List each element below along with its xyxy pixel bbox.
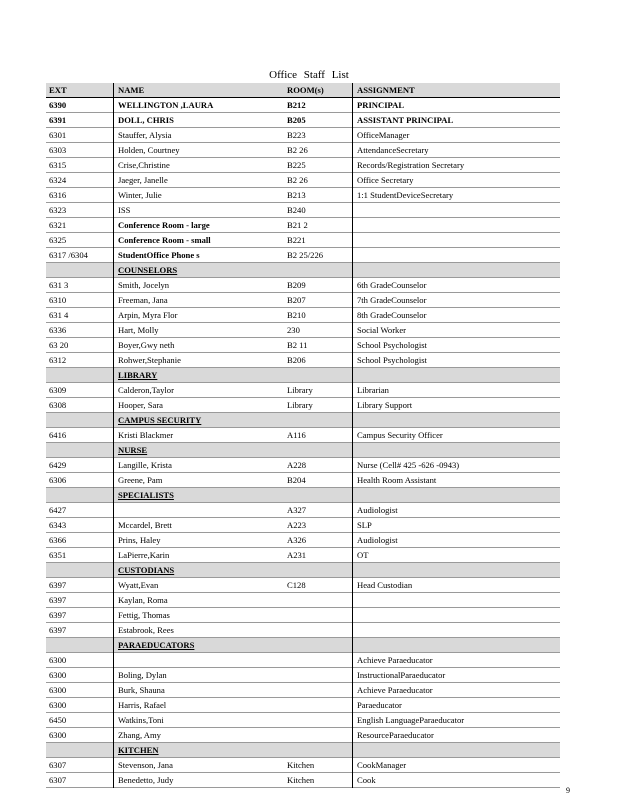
section-label-cell: [114, 368, 284, 383]
assignment-cell: Head Custodian: [357, 579, 413, 590]
section-header-row: [46, 443, 560, 458]
table-row: [46, 473, 560, 488]
assignment-cell: Audiologist: [357, 504, 398, 515]
section-room-cell: [283, 413, 353, 428]
section-header-row: [46, 368, 560, 383]
table-row: [46, 203, 560, 218]
room-cell: B223: [283, 128, 353, 143]
ext-cell: 6397: [46, 623, 114, 638]
name-cell: Freeman, Jana: [118, 294, 168, 305]
name-cell: Watkins,Toni: [118, 714, 164, 725]
table-row: [46, 503, 560, 518]
section-label: SPECIALISTS: [118, 489, 174, 500]
section-label-cell: [114, 638, 284, 653]
table-body: [46, 98, 560, 788]
ext-cell: 6323: [46, 203, 114, 218]
section-label-cell: [114, 563, 284, 578]
section-header-row: [46, 413, 560, 428]
ext-cell: 6300: [46, 668, 114, 683]
ext-cell: 6450: [46, 713, 114, 728]
room-cell: B210: [283, 308, 353, 323]
table-row: [46, 668, 560, 683]
table-row: [46, 653, 560, 668]
room-cell: B2 25/226: [283, 248, 353, 263]
assignment-cell: AttendanceSecretary: [357, 144, 429, 155]
name-cell: Prins, Haley: [118, 534, 161, 545]
room-cell: [283, 728, 353, 743]
table-row: [46, 548, 560, 563]
section-label: KITCHEN: [118, 744, 159, 755]
table-row: [46, 233, 560, 248]
section-ext-cell: [46, 413, 114, 428]
name-cell: Fettig, Thomas: [118, 609, 170, 620]
name-cell: Conference Room - large: [118, 219, 210, 230]
assignment-cell: [353, 248, 561, 263]
section-label-cell: [114, 488, 284, 503]
table-row: [46, 308, 560, 323]
ext-cell: 6309: [46, 383, 114, 398]
ext-cell: 6307: [46, 758, 114, 773]
section-assignment-cell: [353, 263, 561, 278]
ext-cell: 6300: [46, 698, 114, 713]
assignment-cell: Records/Registration Secretary: [357, 159, 465, 170]
room-cell: [283, 668, 353, 683]
assignment-cell: [353, 623, 561, 638]
section-header-row: [46, 743, 560, 758]
ext-cell: 6303: [46, 143, 114, 158]
table-row: [46, 278, 560, 293]
table-row: [46, 623, 560, 638]
assignment-cell: PRINCIPAL: [357, 99, 405, 110]
room-cell: A231: [283, 548, 353, 563]
table-row: [46, 98, 560, 113]
assignment-cell: Audiologist: [357, 534, 398, 545]
staff-table: [46, 83, 560, 788]
ext-cell: 6324: [46, 173, 114, 188]
name-cell: Arpin, Myra Flor: [118, 309, 178, 320]
section-room-cell: [283, 368, 353, 383]
section-ext-cell: [46, 443, 114, 458]
room-cell: B209: [283, 278, 353, 293]
name-cell: Benedetto, Judy: [118, 774, 174, 785]
section-label: COUNSELORS: [118, 264, 178, 275]
room-cell: A228: [283, 458, 353, 473]
section-room-cell: [283, 563, 353, 578]
room-cell: Library: [283, 383, 353, 398]
name-cell: Boling, Dylan: [118, 669, 167, 680]
assignment-cell: Librarian: [357, 384, 389, 395]
section-header-row: [46, 488, 560, 503]
assignment-cell: Achieve Paraeducator: [357, 684, 433, 695]
assignment-cell: InstructionalParaeducator: [357, 669, 446, 680]
room-cell: [283, 698, 353, 713]
table-row: [46, 728, 560, 743]
room-cell: Kitchen: [283, 758, 353, 773]
room-cell: B2 26: [283, 143, 353, 158]
ext-cell: 6429: [46, 458, 114, 473]
table-row: [46, 518, 560, 533]
header-ext: EXT: [46, 83, 114, 98]
ext-cell: 6312: [46, 353, 114, 368]
section-room-cell: [283, 263, 353, 278]
section-ext-cell: [46, 743, 114, 758]
ext-cell: 6300: [46, 728, 114, 743]
assignment-cell: Achieve Paraeducator: [357, 654, 433, 665]
room-cell: A223: [283, 518, 353, 533]
ext-cell: 6315: [46, 158, 114, 173]
section-label: CUSTODIANS: [118, 564, 175, 575]
ext-cell: 6325: [46, 233, 114, 248]
assignment-cell: Cook: [357, 774, 376, 785]
assignment-cell: ASSISTANT PRINCIPAL: [357, 114, 454, 125]
header-assignment: ASSIGNMENT: [353, 83, 561, 98]
section-room-cell: [283, 743, 353, 758]
name-cell: Mccardel, Brett: [118, 519, 172, 530]
room-cell: [283, 683, 353, 698]
section-room-cell: [283, 443, 353, 458]
assignment-cell: Campus Security Officer: [357, 429, 443, 440]
name-cell: Rohwer,Stephanie: [118, 354, 181, 365]
table-row: [46, 683, 560, 698]
section-label-cell: [114, 413, 284, 428]
ext-cell: 6300: [46, 653, 114, 668]
room-cell: A326: [283, 533, 353, 548]
table-row: [46, 338, 560, 353]
room-cell: B225: [283, 158, 353, 173]
room-cell: B206: [283, 353, 353, 368]
section-assignment-cell: [353, 443, 561, 458]
room-cell: B212: [283, 98, 353, 113]
table-row: [46, 143, 560, 158]
assignment-cell: 1:1 StudentDeviceSecretary: [357, 189, 454, 200]
assignment-cell: [353, 608, 561, 623]
section-ext-cell: [46, 263, 114, 278]
ext-cell: 6397: [46, 593, 114, 608]
section-ext-cell: [46, 638, 114, 653]
room-cell: B2 26: [283, 173, 353, 188]
table-row: [46, 713, 560, 728]
table-row: [46, 383, 560, 398]
table-row: [46, 758, 560, 773]
name-cell: Boyer,Gwy neth: [118, 339, 175, 350]
ext-cell: 63 20: [46, 338, 114, 353]
room-cell: B207: [283, 293, 353, 308]
name-cell: Hart, Molly: [118, 324, 159, 335]
ext-cell: 6316: [46, 188, 114, 203]
ext-cell: 6397: [46, 608, 114, 623]
name-cell: Calderon,Taylor: [118, 384, 174, 395]
section-ext-cell: [46, 563, 114, 578]
assignment-cell: 6th GradeCounselor: [357, 279, 427, 290]
room-cell: [283, 623, 353, 638]
name-cell: DOLL, CHRIS: [118, 114, 174, 125]
section-assignment-cell: [353, 368, 561, 383]
room-cell: B213: [283, 188, 353, 203]
assignment-cell: [353, 203, 561, 218]
name-cell: Kristi Blackmer: [118, 429, 174, 440]
section-assignment-cell: [353, 563, 561, 578]
ext-cell: 6300: [46, 683, 114, 698]
name-cell: StudentOffice Phone s: [118, 249, 200, 260]
table-row: [46, 218, 560, 233]
table-row: [46, 578, 560, 593]
room-cell: [283, 653, 353, 668]
name-cell: Stauffer, Alysia: [118, 129, 172, 140]
assignment-cell: Paraeducator: [357, 699, 402, 710]
section-assignment-cell: [353, 638, 561, 653]
ext-cell: 6307: [46, 773, 114, 788]
name-cell: Winter, Julie: [118, 189, 162, 200]
assignment-cell: SLP: [357, 519, 372, 530]
room-cell: Library: [283, 398, 353, 413]
section-label-cell: [114, 443, 284, 458]
assignment-cell: Nurse (Cell# 425 -626 -0943): [357, 459, 460, 470]
assignment-cell: OT: [357, 549, 369, 560]
table-row: [46, 398, 560, 413]
name-cell: Crise,Christine: [118, 159, 170, 170]
section-room-cell: [283, 488, 353, 503]
name-cell: [114, 653, 284, 668]
ext-cell: 6351: [46, 548, 114, 563]
section-header-row: [46, 263, 560, 278]
assignment-cell: English LanguageParaeducator: [357, 714, 465, 725]
table-row: [46, 158, 560, 173]
name-cell: WELLINGTON ,LAURA: [118, 99, 214, 110]
section-label-cell: [114, 263, 284, 278]
ext-cell: 6391: [46, 113, 114, 128]
name-cell: Greene, Pam: [118, 474, 163, 485]
assignment-cell: Health Room Assistant: [357, 474, 437, 485]
ext-cell: 6317 /6304: [46, 248, 114, 263]
assignment-cell: [353, 593, 561, 608]
ext-cell: 6416: [46, 428, 114, 443]
name-cell: Holden, Courtney: [118, 144, 180, 155]
room-cell: A116: [283, 428, 353, 443]
table-row: [46, 173, 560, 188]
room-cell: B204: [283, 473, 353, 488]
ext-cell: 6390: [46, 98, 114, 113]
name-cell: ISS: [118, 204, 131, 215]
section-ext-cell: [46, 488, 114, 503]
header-name: NAME: [114, 83, 284, 98]
table-row: [46, 128, 560, 143]
assignment-cell: School Psychologist: [357, 354, 427, 365]
room-cell: B2 11: [283, 338, 353, 353]
section-label: CAMPUS SECURITY: [118, 414, 202, 425]
room-cell: B240: [283, 203, 353, 218]
name-cell: Zhang, Amy: [118, 729, 161, 740]
name-cell: Kaylan, Roma: [118, 594, 168, 605]
section-ext-cell: [46, 368, 114, 383]
assignment-cell: [353, 233, 561, 248]
section-label: NURSE: [118, 444, 148, 455]
room-cell: [283, 608, 353, 623]
table-row: [46, 608, 560, 623]
section-label: LIBRARY: [118, 369, 158, 380]
assignment-cell: OfficeManager: [357, 129, 410, 140]
section-label: PARAEDUCATORS: [118, 639, 195, 650]
ext-cell: 6397: [46, 578, 114, 593]
assignment-cell: Library Support: [357, 399, 413, 410]
ext-cell: 631 4: [46, 308, 114, 323]
table-row: [46, 428, 560, 443]
room-cell: B205: [283, 113, 353, 128]
table-row: [46, 458, 560, 473]
page-number: 9: [566, 786, 570, 795]
assignment-cell: CookManager: [357, 759, 407, 770]
assignment-cell: ResourceParaeducator: [357, 729, 434, 740]
name-cell: Estabrook, Rees: [118, 624, 174, 635]
section-assignment-cell: [353, 488, 561, 503]
table-row: [46, 323, 560, 338]
name-cell: [114, 503, 284, 518]
assignment-cell: 7th GradeCounselor: [357, 294, 427, 305]
room-cell: [283, 593, 353, 608]
room-cell: B221: [283, 233, 353, 248]
table-row: [46, 698, 560, 713]
assignment-cell: Office Secretary: [357, 174, 414, 185]
assignment-cell: [353, 218, 561, 233]
table-row: [46, 593, 560, 608]
table-row: [46, 293, 560, 308]
room-cell: [283, 713, 353, 728]
section-header-row: [46, 563, 560, 578]
page-title: Office Staff List: [269, 69, 349, 81]
section-room-cell: [283, 638, 353, 653]
room-cell: C128: [283, 578, 353, 593]
table-row: [46, 773, 560, 788]
table-row: [46, 188, 560, 203]
room-cell: A327: [283, 503, 353, 518]
room-cell: 230: [283, 323, 353, 338]
section-label-cell: [114, 743, 284, 758]
name-cell: Hooper, Sara: [118, 399, 163, 410]
ext-cell: 6427: [46, 503, 114, 518]
name-cell: Wyatt,Evan: [118, 579, 159, 590]
section-assignment-cell: [353, 413, 561, 428]
ext-cell: 6343: [46, 518, 114, 533]
table-header-row: [46, 83, 560, 98]
table-row: [46, 113, 560, 128]
ext-cell: 6336: [46, 323, 114, 338]
ext-cell: 6366: [46, 533, 114, 548]
name-cell: Stevenson, Jana: [118, 759, 173, 770]
name-cell: Burk, Shauna: [118, 684, 165, 695]
table-row: [46, 248, 560, 263]
assignment-cell: Social Worker: [357, 324, 407, 335]
name-cell: Harris, Rafael: [118, 699, 167, 710]
name-cell: Langille, Krista: [118, 459, 172, 470]
header-room: ROOM(s): [283, 83, 353, 98]
ext-cell: 6301: [46, 128, 114, 143]
name-cell: Conference Room - small: [118, 234, 211, 245]
room-cell: B21 2: [283, 218, 353, 233]
ext-cell: 631 3: [46, 278, 114, 293]
ext-cell: 6321: [46, 218, 114, 233]
room-cell: Kitchen: [283, 773, 353, 788]
name-cell: LaPierre,Karin: [118, 549, 170, 560]
table-row: [46, 533, 560, 548]
table-row: [46, 353, 560, 368]
name-cell: Smith, Jocelyn: [118, 279, 170, 290]
section-header-row: [46, 638, 560, 653]
ext-cell: 6306: [46, 473, 114, 488]
ext-cell: 6310: [46, 293, 114, 308]
section-assignment-cell: [353, 743, 561, 758]
assignment-cell: School Psychologist: [357, 339, 427, 350]
name-cell: Jaeger, Janelle: [118, 174, 168, 185]
assignment-cell: 8th GradeCounselor: [357, 309, 427, 320]
ext-cell: 6308: [46, 398, 114, 413]
